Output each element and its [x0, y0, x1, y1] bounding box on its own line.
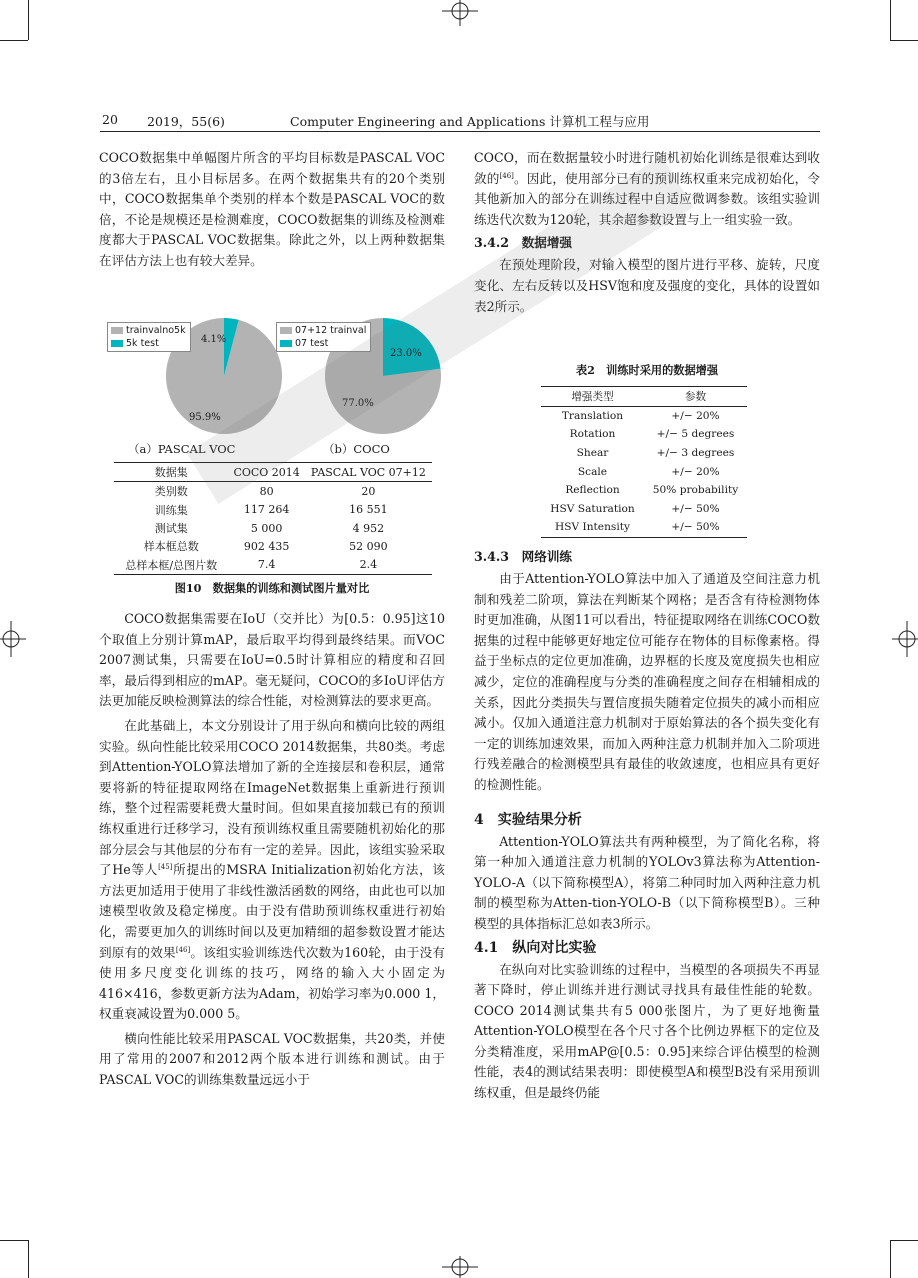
table-cell: 80	[259, 484, 274, 498]
crop-mark	[28, 1240, 29, 1278]
table-cell: 52 090	[349, 539, 388, 553]
table-cell: +/− 3 degrees	[656, 447, 735, 460]
crop-mark	[890, 1240, 891, 1278]
pie-label: 4.1%	[201, 334, 227, 345]
figure-caption: 图10 数据集的训练和测试图片量对比	[174, 581, 370, 595]
crop-mark	[890, 0, 891, 40]
table-header-row	[114, 463, 432, 482]
right-column-bottom	[474, 546, 820, 1104]
right-column-top	[474, 148, 820, 317]
paragraph: 由于Attention-YOLO算法中加入了通道及空间注意力机制和残差二阶项，算法在判断某个网格；是否含有待检测物体时更加准确，从图11可以看出，特征提取网络在训练COCO数据集的过程中能够更好地定位可能存在物体的目标像素格。得益于坐标点的定位更加准确，边界框的长度及宽度损失也相应减少，定位的准确程度与分类的准确程度之间存在相辅相成的关系，因此分类损失与置信度损失随着定位损失的减小而相应减小。仅加入通道注意力机制对于原始算法的各个损失变化有一定的训练加速效果，而加入两种注意力机制并加入二阶项进行残差融合的检测模型具有最佳的收敛速度，也相应具有更好的检测性能。	[474, 571, 820, 792]
page-number: 20	[102, 112, 118, 127]
table-row	[114, 519, 432, 537]
paragraph: 在此基础上，本文分别设计了用于纵向和横向比较的两组实验。纵向性能比较采用COCO 2014数据集，共80类。考虑到Attention-YOLO算法增加了新的全连接层和卷积层，通常要将新的特征提取网络在ImageNet数据集上重新进行预训练，整个过程需要耗费大量时间。但如果直接加载已有的预训练权重进行迁移学习，没有预训练权重且需要随机初始化的那部分层会与其他层的分布有一定的差异。因此，该组实验采取了He等人[45]所提出的MSRA Initialization初始化方法，该方法更加适用于使用了非线性激活函数的网络，由此也可以加速模型收敛及稳定梯度。由于没有借助预训练权重进行初始化，需要更加久的训练时间以及更加精细的超参数设置才能达到原有的效果[46]。该组实验训练迭代次数为160轮，由于没有使用多尺度变化训练的技巧，网络的输入大小固定为416×416，参数更新方法为Adam，初始学习率为0.000 1，权重衰减设置为0.000 5。	[99, 717, 445, 1022]
table-cell: 5 000	[250, 521, 283, 535]
table-cell: +/− 5 degrees	[656, 428, 735, 441]
left-column-bottom	[99, 609, 445, 1091]
table-caption: 表2 训练时采用的数据增强	[575, 363, 719, 377]
crop-mark	[890, 40, 918, 41]
crop-mark	[890, 1240, 918, 1241]
paragraph: 横向性能比较采用PASCAL VOC数据集，共20类，并使用了常用的2007和2012两个版本进行训练和测试。由于PASCAL VOC的训练集数量远远小于	[99, 1030, 445, 1088]
table-cell: +/− 20%	[671, 465, 720, 478]
table-cell: 训练集	[154, 503, 188, 517]
table-cell: HSV Saturation	[550, 502, 635, 515]
table-cell: 2.4	[305, 555, 432, 574]
table-cell: Translation	[561, 409, 624, 422]
table-row	[114, 482, 432, 501]
augmentation-table	[541, 386, 747, 538]
left-column-top	[99, 148, 445, 272]
issue-info: 2019，55(6)	[147, 114, 225, 129]
legend-swatch	[111, 327, 123, 334]
table-row	[541, 425, 747, 444]
table-row	[114, 501, 432, 519]
section-heading: 4 实验结果分析	[474, 811, 582, 828]
legend-coco	[276, 322, 371, 352]
paragraph: 在纵向对比实验训练的过程中，当模型的各项损失不再显著下降时，停止训练并进行测试寻找具有最佳性能的轮数。COCO 2014测试集共有5 000张图片，为了更好地衡量Attention-YOLO模型在各个尺寸各个比例边界框下的定位及分类精准度，采用mAP@[0.5：0.95]来综合评估模型的检测性能，表4的测试结果表明：即使模型A和模型B没有采用预训练权重，但是最终仍能	[474, 961, 820, 1101]
table-header-cell: COCO 2014	[228, 463, 304, 482]
table-row	[541, 444, 747, 463]
section-heading: 4.1 纵向对比实验	[474, 939, 597, 956]
table-cell: 样本框总数	[143, 540, 199, 554]
table-header-cell: 增强类型	[541, 387, 644, 407]
legend-item: 07 test	[280, 337, 366, 350]
subfigure-label: （a）PASCAL VOC	[128, 442, 236, 456]
paragraph: COCO数据集需要在IoU（交并比）为[0.5：0.95]这10个取值上分别计算mAP，最后取平均得到最终结果。而VOC 2007测试集，只需要在IoU=0.5时计算相应的精度和召回率，最后得到相应的mAP。毫无疑问，COCO的多IoU评估方法更加能反映检测算法的综合性能，对检测算法的要求更高。	[99, 611, 445, 709]
table-row	[114, 537, 432, 555]
legend-item: 07+12 trainval	[280, 324, 366, 337]
crop-mark	[28, 0, 29, 40]
table-cell: 16 551	[349, 503, 388, 517]
table-cell: +/− 20%	[671, 409, 720, 422]
table-header-cell: PASCAL VOC 07+12	[305, 463, 432, 482]
table-header-cell: 参数	[644, 387, 747, 407]
table-cell: 902 435	[243, 539, 290, 553]
journal-title: Computer Engineering and Applications 计算机工程与应用	[290, 114, 650, 129]
section-heading: 3.4.2 数据增强	[474, 235, 573, 251]
pie-label: 77.0%	[342, 398, 374, 409]
citation: [46]	[175, 945, 191, 954]
crop-mark	[0, 1240, 28, 1241]
table-cell: +/− 50%	[671, 502, 720, 515]
table-cell: +/− 50%	[644, 518, 747, 537]
table-cell: 7.4	[228, 555, 304, 574]
legend-swatch	[280, 340, 292, 347]
table-cell: Reflection	[565, 484, 620, 497]
legend-pascal-voc	[107, 322, 191, 352]
registration-mark-top	[440, 0, 480, 26]
legend-item: trainvalno5k	[111, 324, 186, 337]
table-cell: 总样本框/总图片数	[114, 555, 228, 574]
crop-mark	[0, 40, 28, 41]
registration-mark-bottom	[440, 1256, 480, 1278]
registration-mark-left	[0, 619, 26, 659]
pie-label: 23.0%	[390, 348, 422, 359]
paragraph: COCO数据集中单幅图片所含的平均目标数是PASCAL VOC的3倍左右，且小目标居多。在两个数据集共有的20个类别中，COCO数据集单个类别的样本个数是PASCAL VOC的数倍，不论是规模还是检测难度，COCO数据集的训练及检测难度都大于PASCAL VOC数据集。除此之外，以上两种数据集在评估方法上也有较大差异。	[99, 150, 445, 268]
legend-swatch	[280, 327, 292, 334]
table-row	[541, 481, 747, 500]
pie-slice-07-test	[383, 318, 441, 376]
table-cell: 50% probability	[652, 484, 739, 497]
table-cell: Scale	[577, 465, 608, 478]
table-cell: 类别数	[154, 485, 188, 499]
citation: [45]	[158, 862, 173, 871]
table-cell: 4 952	[352, 521, 385, 535]
table-row	[541, 500, 747, 519]
table-cell: Shear	[576, 447, 609, 460]
header-rule	[100, 131, 820, 132]
subfigure-label: （b）COCO	[323, 442, 390, 456]
paragraph: 在预处理阶段，对输入模型的图片进行平移、旋转，尺度变化、左右反转以及HSV饱和度及强度的变化，具体的设置如表2所示。	[474, 257, 820, 314]
table-row	[541, 518, 747, 537]
section-heading: 3.4.3 网络训练	[474, 549, 573, 564]
table-cell: 20	[361, 484, 376, 498]
pie-label: 95.9%	[189, 412, 221, 423]
paragraph: Attention-YOLO算法共有两种模型，为了简化名称，将第一种加入通道注意力机制的YOLOv3算法称为Attention-YOLO-A（以下简称模型A），将第二种同时加入两种注意力机制的模型称为Atten-tion-YOLO-B（以下简称模型B）。三种模型的具体指标汇总如表3所示。	[474, 833, 820, 931]
registration-mark-right	[892, 619, 918, 659]
table-row	[114, 555, 432, 574]
legend-swatch	[111, 340, 123, 347]
table-cell: 测试集	[154, 522, 188, 536]
legend-item: 5k test	[111, 337, 186, 350]
table-cell: 117 264	[243, 503, 290, 517]
table-row	[541, 406, 747, 425]
table-cell: Rotation	[569, 428, 616, 441]
table-header-row	[541, 387, 747, 407]
dataset-comparison-table	[114, 462, 432, 575]
table-cell: HSV Intensity	[541, 518, 644, 537]
table-header-cell: 数据集	[114, 463, 228, 482]
table-row	[541, 462, 747, 481]
paragraph: COCO，而在数据量较小时进行随机初始化训练是很难达到收敛的[46]。因此，使用部分已有的预训练权重来完成初始化，令其他新加入的部分在训练过程中自适应微调参数。该组实验训练迭代次数为120轮，其余超参数设置与上一组实验一致。	[474, 150, 821, 227]
citation: [46]	[499, 171, 514, 180]
